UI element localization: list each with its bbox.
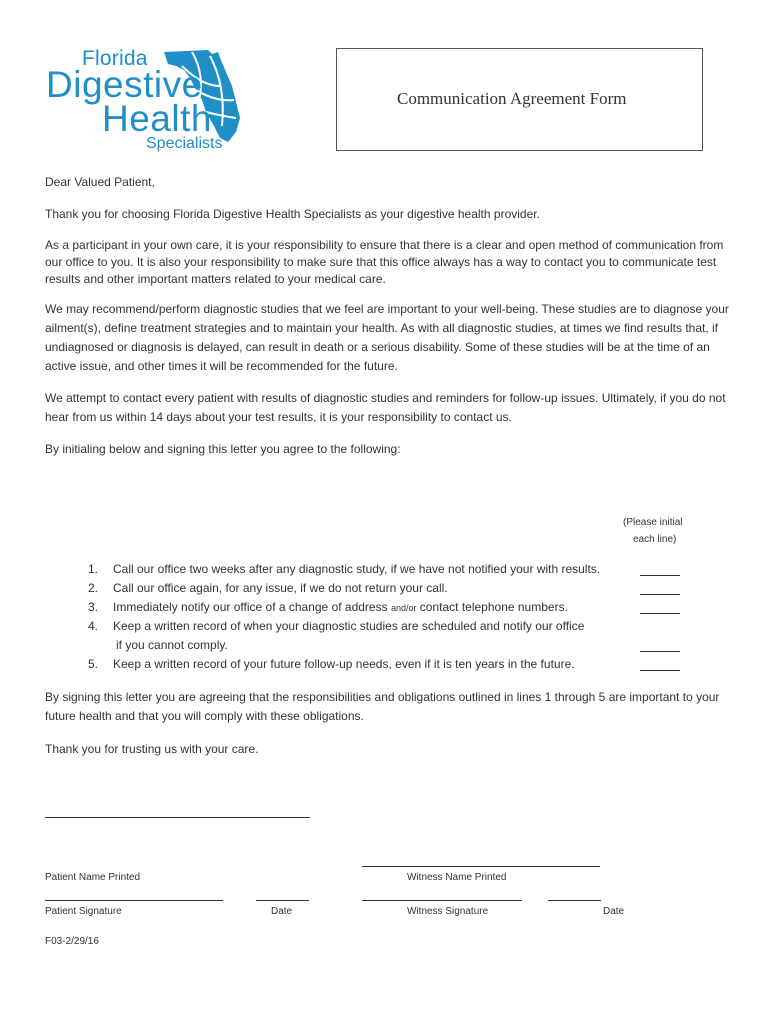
list-item-text: Immediately notify our office of a change of address	[113, 600, 391, 614]
initial-note-line2: each line)	[633, 534, 677, 545]
list-item-text: Keep a written record of your future follow-up needs, even if it is ten years in the future.	[113, 657, 575, 671]
list-item-number: 1.	[88, 562, 99, 576]
patient-date-label: Date	[271, 906, 293, 917]
initial-note-line1: (Please initial	[623, 517, 683, 528]
paragraph-thank-you: Thank you for choosing Florida Digestive Health Specialists as your digestive health provider.	[45, 207, 540, 221]
paragraph-contact: We attempt to contact every patient with results of diagnostic studies and reminders for follow-up issues. Ultimately, if you do not hear from us within 14 days about your test results, it is your responsibility to contact us.	[45, 391, 726, 424]
list-item-text: Call our office two weeks after any diagnostic study, if we have not notified your with results.	[113, 562, 601, 576]
patient-signature-label: Patient Signature	[45, 906, 122, 917]
signature-line-top[interactable]	[45, 817, 310, 818]
witness-date-line[interactable]	[548, 900, 601, 901]
list-item-text-small: and/or	[390, 603, 417, 613]
list-item	[88, 619, 708, 633]
paragraph-responsibility: As a participant in your own care, it is your responsibility to ensure that there is a clear and open method of communication from our office to you. It is also your responsibility to make sure that this office always has a way to contact you to communicate test results and other important matters related to your medical care.	[45, 238, 724, 286]
greeting: Dear Valued Patient,	[45, 175, 155, 189]
list-item-number: 5.	[88, 657, 99, 671]
form-title: Communication Agreement Form	[397, 89, 627, 108]
logo-text-digestive: Digestive	[46, 64, 203, 105]
form-code: F03-2/29/16	[45, 936, 99, 947]
list-item	[88, 581, 708, 595]
logo-text-health: Health	[102, 98, 212, 139]
initial-blank-2[interactable]	[640, 594, 680, 595]
initial-blank-3[interactable]	[640, 613, 680, 614]
list-item-number: 3.	[88, 600, 99, 614]
form-title-box	[336, 48, 703, 151]
patient-signature-line[interactable]	[45, 900, 223, 901]
list-item	[88, 600, 708, 614]
witness-date-label: Date	[603, 906, 625, 917]
list-item-continuation: if you cannot comply.	[116, 638, 228, 652]
company-logo	[44, 46, 284, 156]
patient-date-line[interactable]	[256, 900, 309, 901]
witness-signature-label: Witness Signature	[407, 906, 489, 917]
list-item	[88, 657, 708, 671]
witness-name-printed-label: Witness Name Printed	[407, 872, 507, 883]
list-item-number: 2.	[88, 581, 99, 595]
list-item-number: 4.	[88, 619, 99, 633]
initial-blank-4[interactable]	[640, 651, 680, 652]
witness-name-line[interactable]	[362, 866, 600, 867]
list-item-text: Keep a written record of when your diagnostic studies are scheduled and notify our office	[113, 619, 585, 633]
paragraph-agree: By initialing below and signing this letter you agree to the following:	[45, 442, 401, 456]
paragraph-diagnostic-studies: We may recommend/perform diagnostic studies that we feel are important to your well-being. These studies are to diagnose your ailment(s), define treatment strategies and to maintain your health. As with all diagnostic studies, at times we find results that, if undiagnosed or diagnosis is delayed, can result in death or a serious disability. Some of these studies will be at the time of an active issue, and other times it will be recommended for the future.	[45, 302, 729, 373]
list-item-text: Call our office again, for any issue, if we do not return your call.	[113, 581, 448, 595]
list-item	[88, 562, 708, 576]
patient-name-printed-label: Patient Name Printed	[45, 872, 141, 883]
initial-blank-5[interactable]	[640, 670, 680, 671]
logo-text-florida: Florida	[82, 47, 148, 70]
paragraph-signing: By signing this letter you are agreeing that the responsibilities and obligations outlined in lines 1 through 5 are important to your future health and that you will comply with these obligations.	[45, 690, 720, 723]
list-item-text: contact telephone numbers.	[416, 600, 568, 614]
initial-blank-1[interactable]	[640, 575, 680, 576]
paragraph-closing: Thank you for trusting us with your care.	[45, 742, 259, 756]
logo-text-specialists: Specialists	[146, 135, 223, 152]
witness-signature-line[interactable]	[362, 900, 522, 901]
